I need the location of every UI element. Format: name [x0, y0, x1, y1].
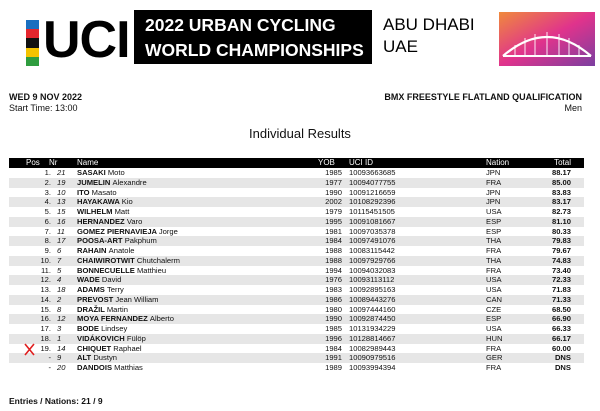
- cell-uci-id: 10092895163: [349, 285, 396, 294]
- cell-yob: 1990: [325, 314, 342, 324]
- cell-name: [77, 178, 147, 188]
- cell-yob: 1985: [325, 168, 342, 177]
- cell-nation: FRA: [486, 177, 502, 187]
- cell-total: 79.83: [551, 236, 571, 246]
- cell-nr: 14: [57, 343, 66, 353]
- cell-nr: 3: [57, 324, 62, 333]
- cell-yob: 1984: [325, 343, 342, 353]
- uci-logo-text: UCI: [43, 11, 130, 69]
- cell-yob: 1984: [325, 236, 342, 246]
- cell-yob: 1988: [325, 246, 342, 255]
- cell-total: DNS: [554, 353, 571, 363]
- cell-total: 74.83: [551, 255, 571, 265]
- entries-label: Entries / Nations:: [9, 396, 79, 406]
- cell-first-name: Raphael: [113, 343, 142, 353]
- cell-pos: 18.: [40, 333, 51, 343]
- table-row: [9, 256, 584, 266]
- table-row: [9, 285, 584, 295]
- cell-nation: FRA: [486, 343, 502, 353]
- host-city-line2: UAE: [383, 37, 418, 56]
- cell-first-name: Masato: [91, 187, 117, 197]
- cell-uci-id: 10091216659: [349, 187, 396, 197]
- cell-last-name: JUMELIN: [77, 177, 111, 187]
- cell-total: 79.67: [551, 246, 571, 255]
- cell-nation: HUN: [486, 333, 503, 343]
- cell-pos: -: [48, 353, 51, 363]
- cell-uci-id: 10083115442: [349, 246, 395, 255]
- entries-summary: [9, 396, 103, 406]
- table-row: [9, 207, 584, 217]
- rainbow-stripe: [26, 20, 39, 29]
- cell-first-name: Dustyn: [93, 353, 117, 363]
- cell-uci-id: 10131934229: [349, 324, 396, 333]
- table-row: [9, 246, 584, 256]
- cell-nr: 13: [57, 197, 66, 207]
- cell-yob: 1986: [325, 294, 342, 304]
- championship-title-line2: WORLD CHAMPIONSHIPS: [145, 40, 364, 60]
- cell-nr: 10: [57, 187, 66, 197]
- cell-name: [77, 353, 117, 363]
- cell-uci-id: 10082989443: [349, 343, 396, 353]
- table-row: [9, 217, 584, 227]
- cell-pos: 7.: [44, 226, 51, 236]
- cell-nr: 5: [57, 265, 62, 275]
- championship-title: [134, 10, 372, 64]
- cell-nation: ESP: [486, 216, 502, 226]
- cell-last-name: CHAIWIROTWIT: [77, 255, 135, 265]
- cell-last-name: DANDOIS: [77, 363, 113, 372]
- cell-first-name: Pakphum: [124, 236, 157, 246]
- event-category: Men: [564, 103, 582, 113]
- cell-yob: 1981: [325, 226, 342, 236]
- cell-last-name: BONNECUELLE: [77, 265, 135, 275]
- cell-nation: ESP: [486, 314, 502, 324]
- cell-pos: 15.: [40, 304, 51, 314]
- cell-total: 83.83: [551, 187, 571, 197]
- cell-total: 83.17: [551, 197, 571, 207]
- cell-nr: 19: [57, 177, 66, 187]
- cell-pos: 4.: [44, 197, 51, 207]
- cell-last-name: DRAŽIL: [77, 304, 105, 314]
- header-pos: Pos: [26, 158, 40, 167]
- cell-name: [77, 197, 133, 207]
- cell-last-name: ADAMS: [77, 285, 105, 294]
- results-table-body: [9, 168, 584, 373]
- cell-yob: 1989: [325, 363, 342, 372]
- cell-yob: 1988: [325, 255, 342, 265]
- cell-last-name: WILHELM: [77, 207, 113, 216]
- header-nr: Nr: [49, 158, 58, 167]
- cell-uci-id: 10097035378: [349, 226, 396, 236]
- table-row: [9, 344, 584, 354]
- host-city-line1: ABU DHABI: [383, 15, 475, 34]
- cell-name: [77, 256, 180, 266]
- cell-yob: 1977: [325, 177, 342, 187]
- cell-nation: ESP: [486, 226, 502, 236]
- table-row: [9, 275, 584, 285]
- uci-logo: [13, 8, 131, 69]
- cell-name: [77, 305, 128, 315]
- cell-yob: 1995: [325, 216, 342, 226]
- cell-nr: 17: [57, 236, 66, 246]
- cell-first-name: Jorge: [158, 226, 178, 236]
- cell-last-name: ITO: [77, 187, 90, 197]
- cell-nation: USA: [486, 324, 502, 333]
- cell-uci-id: 10093663685: [349, 168, 396, 177]
- cell-first-name: Matthieu: [136, 265, 167, 275]
- cell-pos: 6.: [44, 216, 51, 226]
- cell-pos: 5.: [44, 207, 51, 216]
- cell-first-name: Moto: [107, 168, 125, 177]
- cell-last-name: HAYAKAWA: [77, 197, 120, 207]
- cell-first-name: Matt: [114, 207, 130, 216]
- table-row: [9, 197, 584, 207]
- table-row: [9, 188, 584, 198]
- cell-nation: GER: [486, 353, 503, 363]
- cell-name: [77, 236, 157, 246]
- results-table-header: [9, 158, 584, 168]
- cell-pos: 17.: [40, 324, 51, 333]
- cell-total: 81.10: [551, 216, 571, 226]
- cell-last-name: POOSA-ART: [77, 236, 123, 246]
- cell-first-name: Alexandre: [112, 177, 147, 187]
- cell-total: 85.00: [551, 177, 571, 187]
- cell-last-name: CHIQUET: [77, 343, 112, 353]
- cell-nr: 21: [57, 168, 66, 177]
- cell-yob: 1985: [325, 324, 342, 333]
- cell-total: 72.33: [551, 275, 571, 285]
- cell-uci-id: 10094032083: [349, 265, 396, 275]
- cell-name: [77, 314, 174, 324]
- cell-name: [77, 295, 158, 305]
- cell-pos: 9.: [44, 246, 51, 255]
- cell-nation: FRA: [486, 265, 502, 275]
- cell-first-name: Alberto: [149, 314, 174, 324]
- cell-nation: THA: [486, 255, 502, 265]
- cell-nation: JPN: [486, 187, 501, 197]
- cell-uci-id: 10093994394: [349, 363, 396, 372]
- table-row: [9, 353, 584, 363]
- cell-name: [77, 285, 124, 295]
- cell-pos: 12.: [40, 275, 51, 285]
- cell-total: 66.17: [551, 333, 571, 343]
- table-row: [9, 363, 584, 373]
- cell-name: [77, 168, 125, 178]
- cell-total: 71.33: [551, 294, 571, 304]
- cell-nr: 2: [57, 294, 62, 304]
- cell-nr: 4: [57, 275, 62, 285]
- cell-nr: 18: [57, 285, 66, 294]
- cell-total: 82.73: [551, 207, 571, 216]
- cell-yob: 1996: [325, 333, 342, 343]
- rainbow-stripe: [26, 29, 39, 38]
- cell-yob: 1994: [325, 265, 342, 275]
- cell-nation: FRA: [486, 246, 502, 255]
- cell-nr: 1: [57, 333, 62, 343]
- cell-nation: THA: [486, 236, 502, 246]
- table-row: [9, 324, 584, 334]
- cell-name: [77, 266, 166, 276]
- cell-last-name: WADE: [77, 275, 100, 285]
- cell-yob: 1983: [325, 285, 342, 294]
- table-row: [9, 178, 584, 188]
- cell-pos: 14.: [40, 294, 51, 304]
- entries-value: 21 / 9: [81, 396, 103, 406]
- cell-last-name: PREVOST: [77, 294, 114, 304]
- cell-name: [77, 324, 127, 334]
- rainbow-stripe: [26, 38, 39, 47]
- cell-nr: 12: [57, 314, 66, 324]
- cell-nation: USA: [486, 275, 502, 285]
- cell-name: [77, 217, 142, 227]
- cell-name: [77, 344, 142, 354]
- cell-last-name: GOMEZ PIERNAVIEJA: [77, 226, 157, 236]
- cell-pos: 3.: [44, 187, 51, 197]
- cell-total: 73.40: [551, 265, 571, 275]
- cell-nr: 6: [57, 246, 62, 255]
- table-row: [9, 168, 584, 178]
- cell-first-name: Matthias: [114, 363, 143, 372]
- cell-total: DNS: [554, 363, 571, 372]
- cell-pos: 2.: [44, 177, 51, 187]
- header-total: Total: [554, 158, 571, 167]
- cell-yob: 1991: [325, 353, 342, 363]
- header-banner: [5, 0, 595, 78]
- cell-pos: 16.: [40, 314, 51, 324]
- header-name: Name: [77, 158, 99, 167]
- event-date: WED 9 NOV 2022: [9, 92, 83, 102]
- header-yob: YOB: [318, 158, 335, 167]
- cell-uci-id: 10089443276: [349, 294, 396, 304]
- table-row: [9, 236, 584, 246]
- header-nation: Nation: [486, 158, 510, 167]
- cell-yob: 1976: [325, 275, 342, 285]
- cell-name: [77, 207, 129, 217]
- rainbow-stripe: [26, 57, 39, 66]
- cell-nation: CZE: [486, 304, 502, 314]
- cell-uci-id: 10097444160: [349, 304, 396, 314]
- cell-yob: 2002: [325, 197, 342, 207]
- cell-nr: 16: [57, 216, 66, 226]
- cell-nr: 8: [57, 304, 62, 314]
- cell-name: [77, 188, 117, 198]
- table-row: [9, 334, 584, 344]
- cell-name: [77, 246, 134, 256]
- cell-total: 80.33: [551, 226, 571, 236]
- cell-uci-id: 10091081667: [349, 216, 396, 226]
- cell-last-name: MOYA FERNANDEZ: [77, 314, 148, 324]
- host-city: [383, 14, 475, 58]
- cell-yob: 1990: [325, 187, 342, 197]
- cell-last-name: ALT: [77, 353, 92, 363]
- table-row: [9, 314, 584, 324]
- cell-first-name: David: [101, 275, 122, 285]
- cell-nation: JPN: [486, 168, 501, 177]
- cell-first-name: Martin: [106, 304, 128, 314]
- cell-pos: 19.: [40, 343, 51, 353]
- cell-first-name: Chutchalerm: [136, 255, 180, 265]
- cell-total: 66.33: [551, 324, 571, 333]
- cell-first-name: Terry: [106, 285, 124, 294]
- cell-first-name: Kio: [121, 197, 133, 207]
- cell-last-name: BODE: [77, 324, 99, 333]
- cell-nation: USA: [486, 285, 502, 294]
- cell-nation: USA: [486, 207, 502, 216]
- cell-nation: JPN: [486, 197, 501, 207]
- cell-pos: -: [48, 363, 51, 372]
- cell-uci-id: 10090979516: [349, 353, 396, 363]
- cell-first-name: Lindsey: [101, 324, 128, 333]
- header-uci-id: UCI ID: [349, 158, 373, 167]
- cell-yob: 1979: [325, 207, 342, 216]
- cell-total: 60.00: [551, 343, 571, 353]
- cell-uci-id: 10108292396: [349, 197, 396, 207]
- cell-uci-id: 10093113112: [349, 275, 395, 285]
- cell-total: 71.83: [551, 285, 571, 294]
- cell-nation: FRA: [486, 363, 502, 372]
- championship-title-line1: 2022 URBAN CYCLING: [145, 15, 336, 35]
- cell-name: [77, 275, 121, 285]
- start-time: Start Time: 13:00: [9, 103, 78, 113]
- cell-pos: 10.: [40, 255, 51, 265]
- rainbow-stripes-icon: [26, 20, 39, 66]
- cell-pos: 1.: [44, 168, 51, 177]
- cell-last-name: VIDÁKOVICH: [77, 333, 125, 343]
- cell-first-name: Fülöp: [126, 333, 146, 343]
- cell-uci-id: 10097491076: [349, 236, 396, 246]
- cell-uci-id: 10097929766: [349, 255, 396, 265]
- table-row: [9, 305, 584, 315]
- cell-total: 66.90: [551, 314, 571, 324]
- cell-pos: 13.: [40, 285, 51, 294]
- cell-last-name: RAHAIN: [77, 246, 107, 255]
- cell-yob: 1980: [325, 304, 342, 314]
- cell-pos: 11.: [41, 265, 51, 275]
- cell-first-name: Varo: [126, 216, 143, 226]
- rainbow-stripe: [26, 48, 39, 57]
- red-x-mark-icon: [24, 343, 35, 356]
- abu-dhabi-bridge-emblem-icon: [499, 12, 595, 66]
- cell-first-name: Anatole: [108, 246, 135, 255]
- cell-uci-id: 10094077755: [349, 177, 396, 187]
- cell-total: 88.17: [551, 168, 571, 177]
- cell-nation: CAN: [486, 294, 503, 304]
- cell-nr: 9: [57, 353, 62, 363]
- cell-total: 68.50: [551, 304, 571, 314]
- cell-uci-id: 10128814667: [349, 333, 396, 343]
- cell-last-name: SASAKI: [77, 168, 106, 177]
- cell-first-name: Jean William: [115, 294, 159, 304]
- cell-uci-id: 10115451505: [349, 207, 395, 216]
- cell-last-name: HERNANDEZ: [77, 216, 125, 226]
- table-row: [9, 227, 584, 237]
- table-row: [9, 295, 584, 305]
- cell-nr: 11: [57, 226, 65, 236]
- cell-nr: 7: [57, 255, 62, 265]
- cell-uci-id: 10092874450: [349, 314, 396, 324]
- cell-name: [77, 227, 178, 237]
- cell-nr: 15: [57, 207, 66, 216]
- cell-name: [77, 334, 146, 344]
- event-name: BMX FREESTYLE FLATLAND QUALIFICATION: [384, 92, 582, 102]
- page-title: Individual Results: [249, 126, 351, 141]
- cell-name: [77, 363, 143, 373]
- table-row: [9, 266, 584, 276]
- cell-pos: 8.: [44, 236, 51, 246]
- cell-nr: 20: [57, 363, 66, 372]
